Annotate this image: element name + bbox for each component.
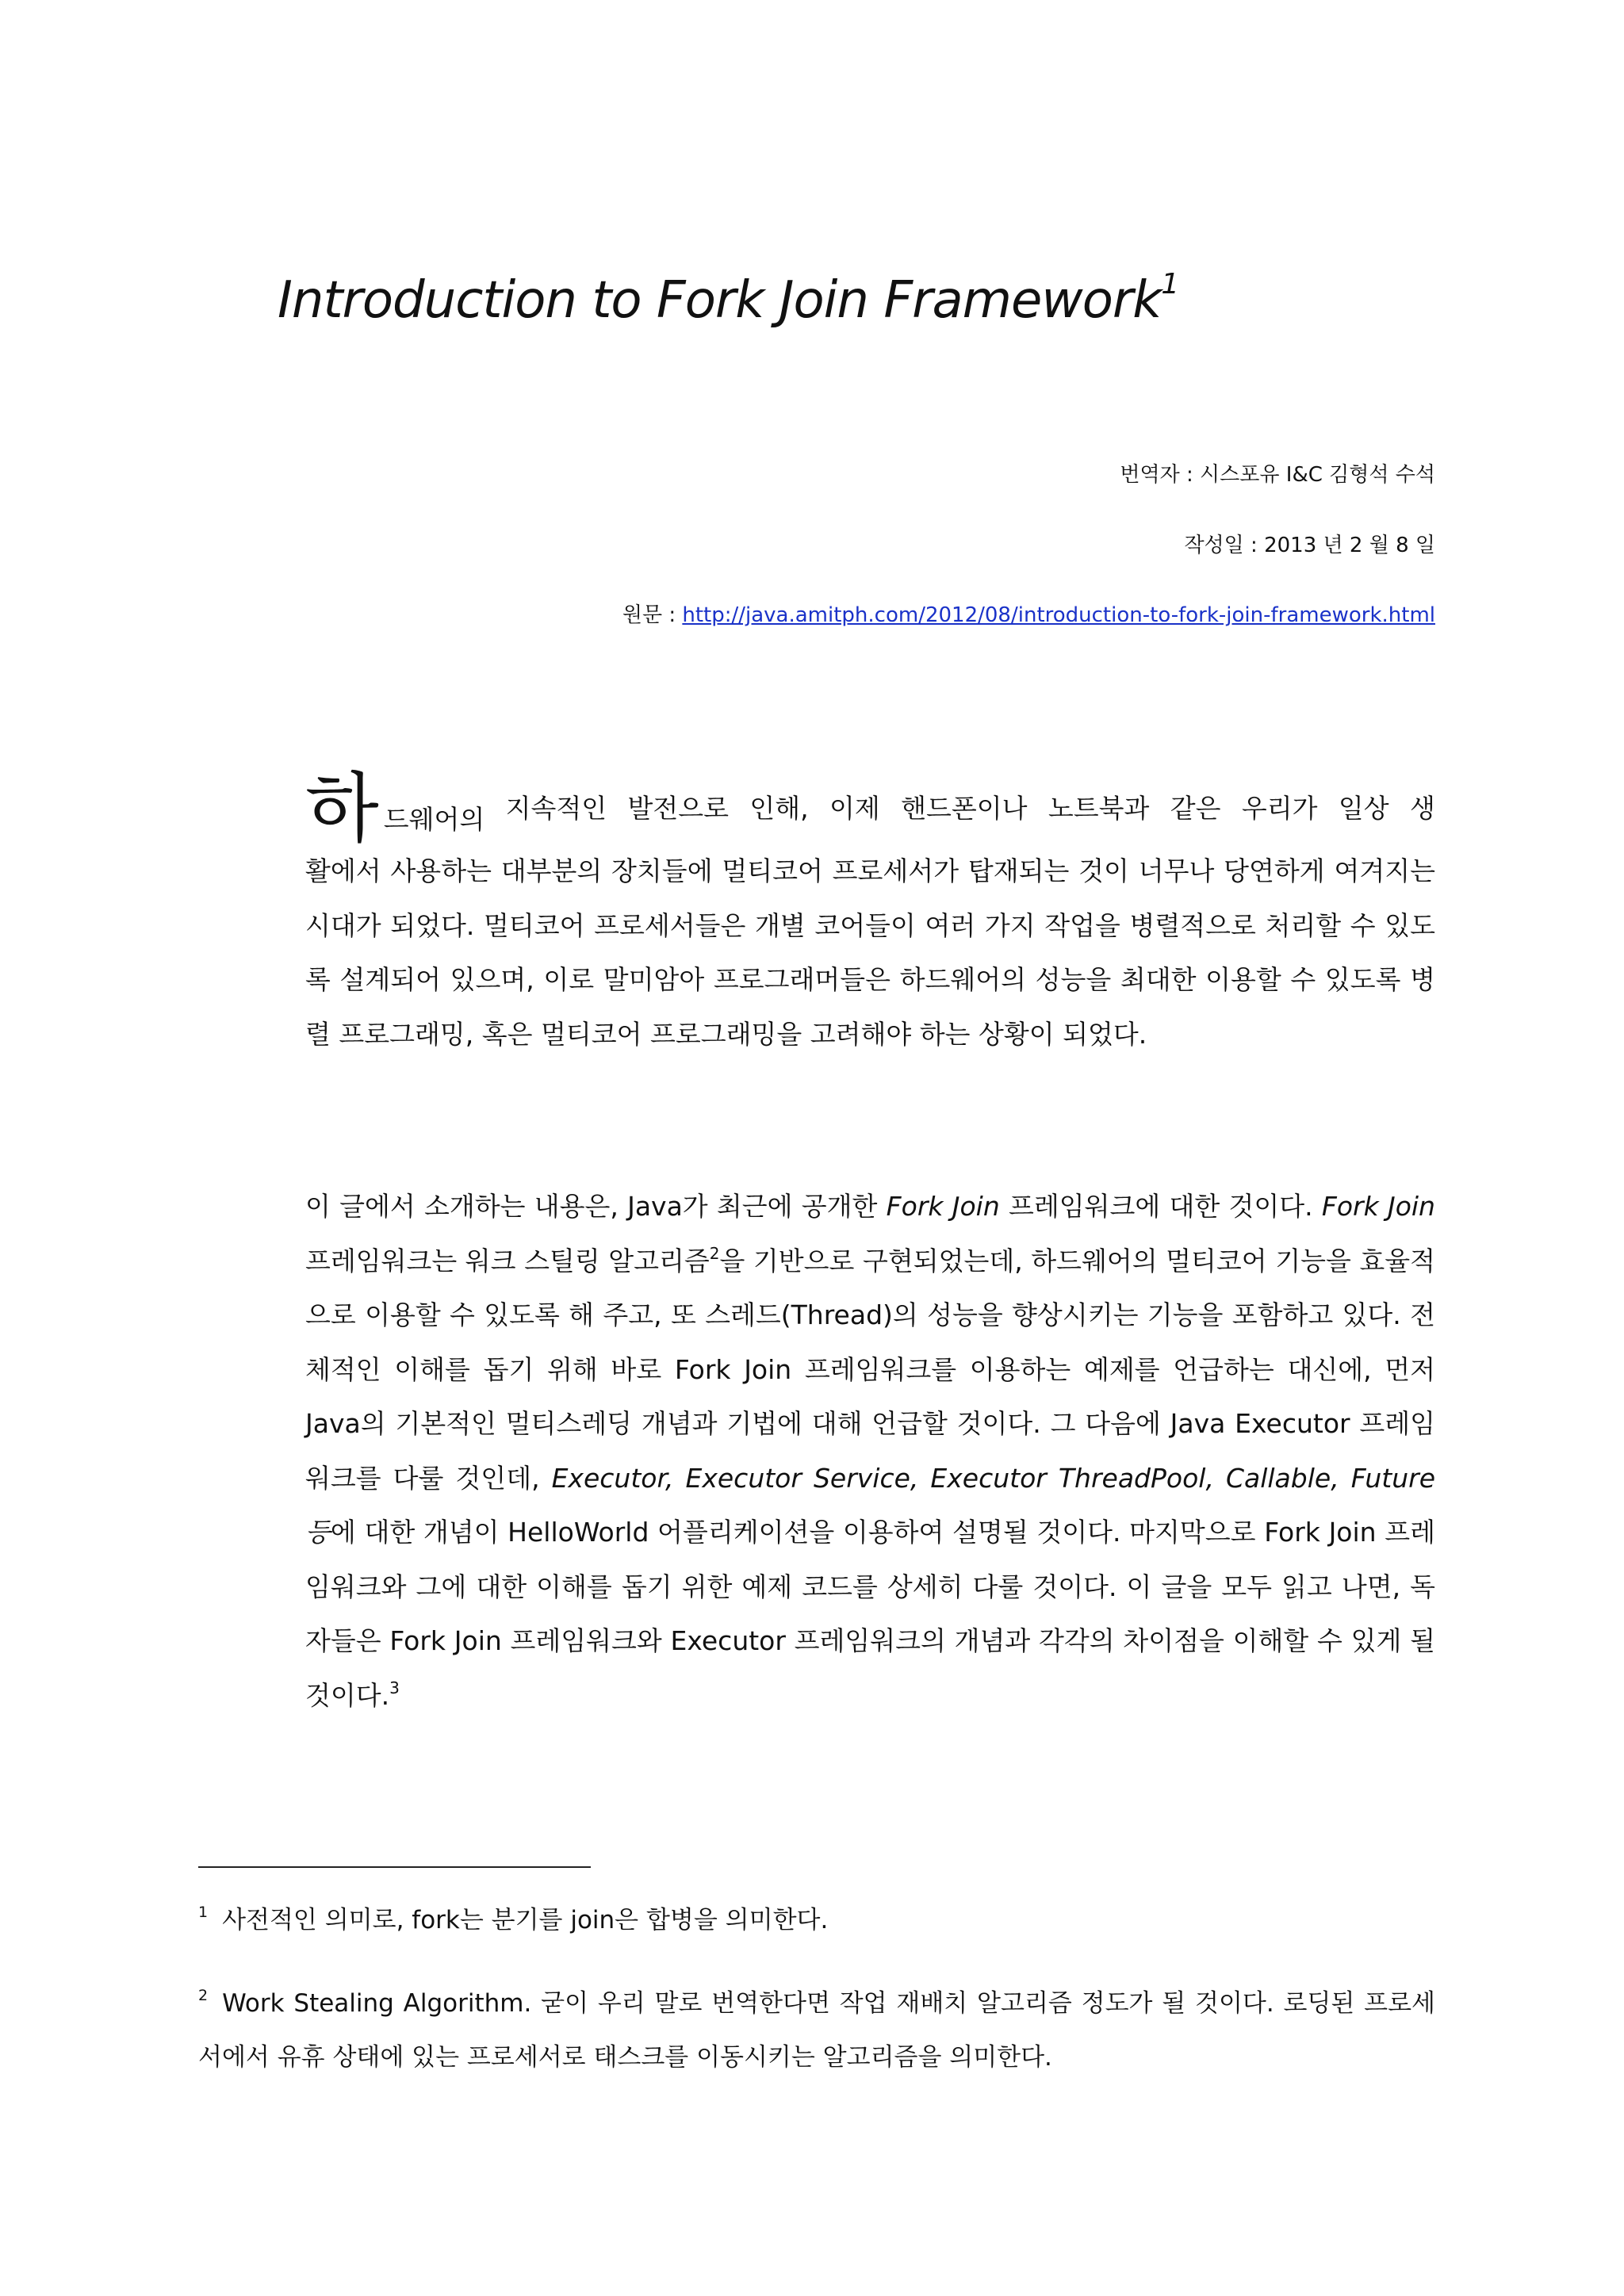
intro-paragraph-rest: 활에서 사용하는 대부분의 장치들에 멀티코어 프로세서가 탑재되는 것이 너무나 당연하게 여겨지는 시대가 되었다. 멀티코어 프로세서들은 개별 코어들이 여러 가지 작업을 병렬적으로 처리할 수 있도록 설계되어 있으며, 이로 말미암아 프로그래머들은 하드웨어의 성능을 최대한 이용할 수 있도록 병렬 프로그래밍, 혹은 멀티코어 프로그래밍을 고려해야 하는 상황이 되었다. — [305, 855, 1435, 1050]
footnote-text: 사전적인 의미로, fork는 분기를 join은 합병을 의미한다. — [222, 1906, 829, 1934]
title-footnote-ref[interactable]: 1 — [1161, 268, 1179, 300]
footnote-ref-2[interactable]: 2 — [709, 1243, 720, 1263]
source-line — [622, 599, 1435, 628]
footnote-number: 1 — [198, 1904, 209, 1921]
source-label: 원문 : — [622, 603, 683, 627]
intro-paragraph — [305, 764, 1435, 1062]
footnote-text: Work Stealing Algorithm. 굳이 우리 말로 번역한다면 작업 재배치 알고리즘 정도가 될 것이다. 로딩된 프로세서에서 유휴 상태에 있는 프로세서로 태스크를 이동시키는 알고리즘을 의미한다. — [198, 1989, 1435, 2072]
footnote-2 — [198, 1976, 1435, 2084]
intro-first-line: 하드웨어의 지속적인 발전으로 인해, 이제 핸드폰이나 노트북과 같은 우리가 일상 생 — [305, 764, 1435, 853]
footnote-1 — [198, 1893, 1435, 1947]
source-link[interactable]: http://java.amitph.com/2012/08/introduction-to-fork-join-framework.html — [682, 603, 1435, 627]
date-line: 작성일 : 2013 년 2 월 8 일 — [1184, 534, 1435, 557]
overview-paragraph: 이 글에서 소개하는 내용은, Java가 최근에 공개한 Fork Join 프레임워크에 대한 것이다. Fork Join 프레임워크는 워크 스틸링 알고리즘$^2$을 기반으로 구현되었는데, 하드웨어의 멀티코어 기능을 효율적으로 이용할 수 있도록 해 주고, 또 스레드(Thread)의 성능을 향상시키는 기능을 포함하고 있다. 전체적인 이해를 돕기 위해 바로 Fork Join 프레임워크를 이용하는 예제를 언급하는 대신에, 먼저 Java의 기본적인 멀티스레딩 개념과 기법에 대해 언급할 것이다. 그 다음에 Java Executor 프레임워크를 다룰 것인데, Executor, Executor Service, Executor ThreadPool, Callable, Future 등에 대한 개념이 HelloWorld 어플리케이션을 이용하여 설명될 것이다. 마지막으로 Fork Join 프레임워크와 그에 대한 이해를 돕기 위한 예제 코드를 상세히 다룰 것이다. 이 글을 모두 읽고 나면, 독자들은 Fork Join 프레임워크와 Executor 프레임워크의 개념과 각각의 차이점을 이해할 수 있게 될 것이다.$^3$ — [305, 1191, 1435, 1711]
drop-cap: 하 — [305, 764, 379, 853]
footnote-divider — [198, 1866, 591, 1868]
translator-line: 번역자 : 시스포유 I&C 김형석 수석 — [1120, 463, 1435, 487]
document-title: Introduction to Fork Join Framework$^1$ — [278, 268, 1179, 330]
footnote-number: 2 — [198, 1987, 209, 2004]
footnote-ref-3[interactable]: 3 — [389, 1678, 400, 1697]
